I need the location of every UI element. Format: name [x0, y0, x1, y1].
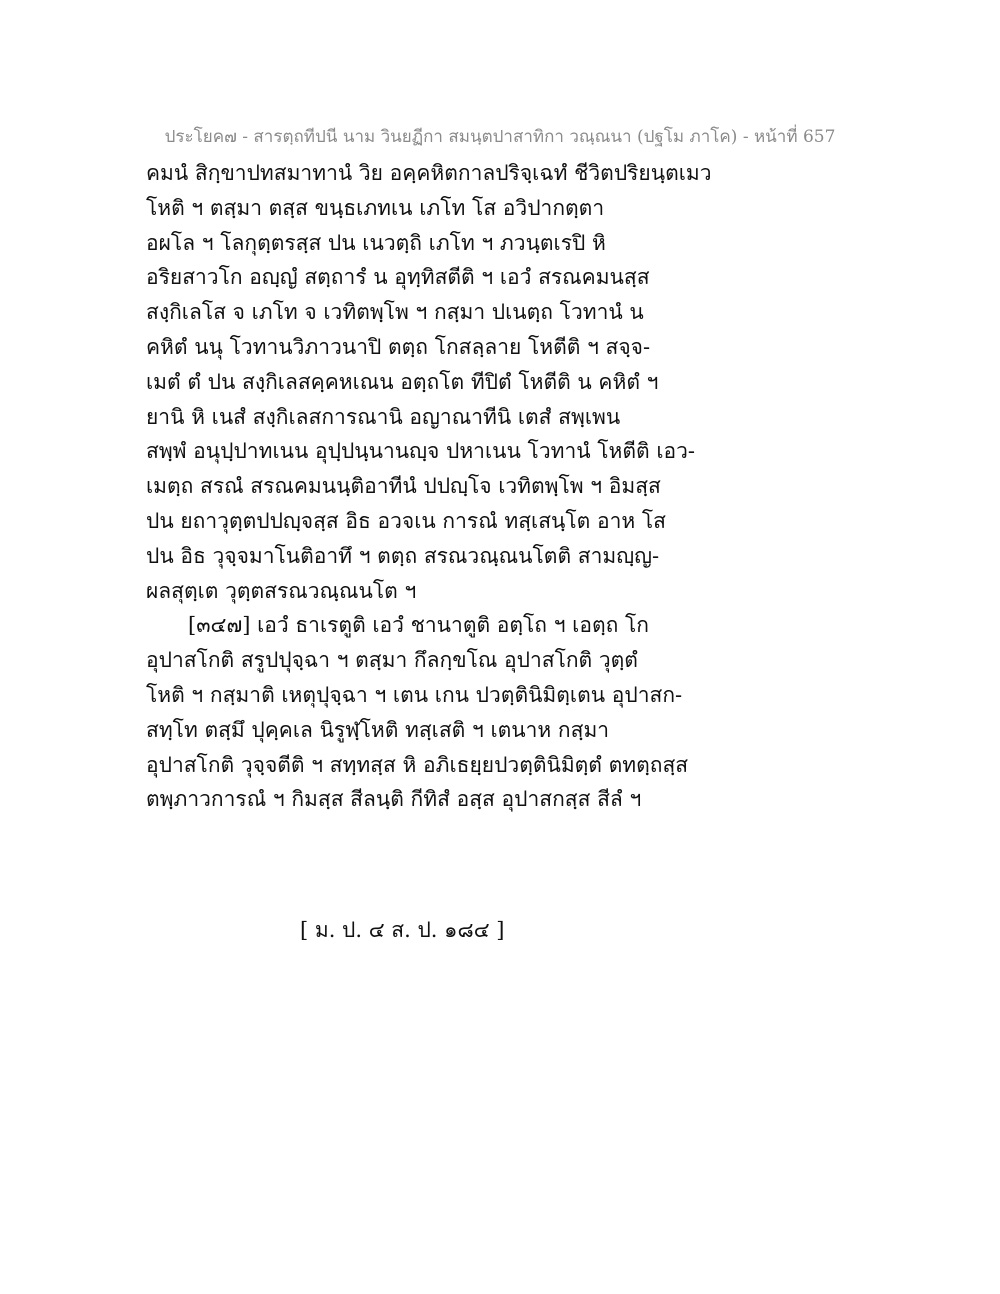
text-line: ยานิ หิ เนสํ สงฺกิเลสการณานิ อญาณาทีนิ เตสํ สพฺเพน [146, 404, 621, 429]
text-line: ตพฺภาวการณํ ฯ กิมสฺส สีลนฺติ กีทิสํ อสฺส อุปาสกสฺส สีลํ ฯ [146, 787, 642, 812]
text-line: ปน อิธ วุจฺจมาโนติอาทึ ฯ ตตฺถ สรณวณฺณนโตติ สามญฺญ- [146, 543, 660, 568]
text-line: โหติ ฯ กสฺมาติ เหตุปุจฺฉา ฯ เตน เกน ปวตฺตินิมิตฺเตน อุปาสก- [146, 682, 683, 707]
text-line: สทฺโท ตสฺมึ ปุคฺคเล นิรูฬฺโหติ ทสฺเสติ ฯ เตนาห กสฺมา [146, 717, 610, 742]
text-line: อุปาสโกติ วุจฺจตีติ ฯ สทฺทสฺส หิ อภิเธยฺยปวตฺตินิมิตฺตํ ตทตฺถสฺส [146, 752, 689, 777]
text-line: ผลสุตฺเต วุตฺตสรณวณฺณนโต ฯ [146, 578, 417, 603]
paragraph-start-line: [๓๔๗] เอวํ ธาเรตูติ เอวํ ชานาตูติ อตฺโถ ฯ เอตฺถ โก [188, 613, 649, 638]
text-line: สพฺพํ อนุปฺปาทเนน อุปฺปนฺนานญฺจ ปหาเนน โวทานํ โหตีติ เอว- [146, 439, 696, 464]
text-line: โหติ ฯ ตสฺมา ตสฺส ขนฺธเภทเน เภโท โส อวิปากตฺตา [146, 195, 605, 220]
page-header: ประโยค๗ - สารตฺถทีปนี นาม วินยฏีกา สมนฺตปาสาทิกา วณฺณนา (ปฐโม ภาโค) - หน้าที่ 657 [164, 127, 836, 147]
body-text [146, 156, 866, 817]
text-line: คหิตํ นนุ โวทานวิภาวนาปิ ตตฺถ โกสลฺลาย โหตีติ ฯ สจฺจ- [146, 334, 651, 359]
text-line: ปน ยถาวุตฺตปปญฺจสฺส อิธ อวจเน การณํ ทสฺเสนฺโต อาห โส [146, 508, 666, 533]
text-line: คมนํ สิกฺขาปทสมาทานํ วิย อคฺคหิตกาลปริจฺเฉทํ ชีวิตปริยนฺตเมว [146, 161, 712, 185]
text-line: เมตํ ตํ ปน สงฺกิเลสคฺคหเณน อตฺถโต ทีปิตํ โหตีติ น คหิตํ ฯ [146, 369, 659, 394]
text-line: อผโล ฯ โลกุตฺตรสฺส ปน เนวตฺถิ เภโท ฯ ภวนฺตเรปิ หิ [146, 230, 606, 255]
text-line: สงฺกิเลโส จ เภโท จ เวทิตพฺโพ ฯ กสฺมา ปเนตฺถ โวทานํ น [146, 300, 644, 325]
text-line: เมตฺถ สรณํ สรณคมนนฺติอาทีนํ ปปญฺโจ เวทิตพฺโพ ฯ อิมสฺส [146, 474, 661, 499]
text-line: อุปาสโกติ สรูปปุจฺฉา ฯ ตสฺมา กึลกฺขโณ อุปาสโกติ วุตฺตํ [146, 648, 638, 673]
reference-citation: [ ม. ป. ๔ ส. ป. ๑๘๔ ] [300, 918, 505, 942]
text-line: อริยสาวโก อญฺญํ สตฺถารํ น อุทฺทิสตีติ ฯ เอวํ สรณคมนสฺส [146, 265, 650, 290]
